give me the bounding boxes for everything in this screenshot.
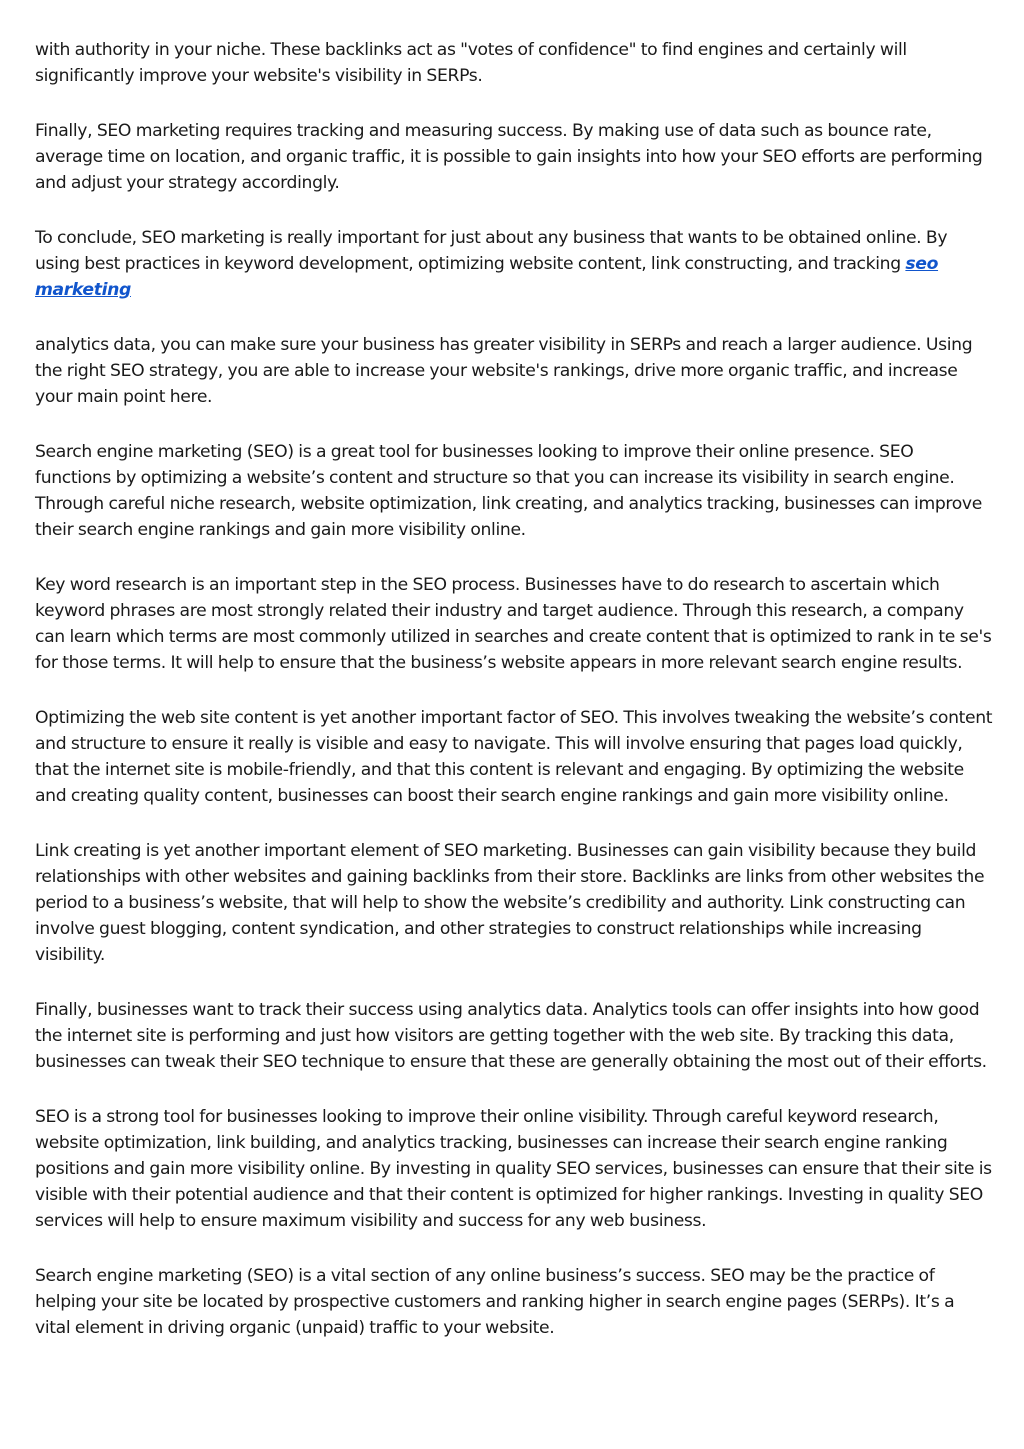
paragraph-seo-vital: Search engine marketing (SEO) is a vital section of any online business’s success. SEO may be the practice of helping your site be located by prospective customers and ranking higher in search engine pages (SERPs). It’s a vital element in driving organic (unpaid) traffic to your website. bbox=[35, 1266, 955, 1338]
paragraph-content-optimization: Optimizing the web site content is yet another important factor of SEO. This involves tweaking the website’s content and structure to ensure it really is visible and easy to navigate. This will involve ensuring that pages load quickly, that the internet site is mobile-friendly, and that this content is relevant and engaging. By optimizing the website and creating quality content, businesses can boost their search engine rankings and gain more visibility online. bbox=[35, 708, 993, 806]
paragraph-conclusion bbox=[35, 225, 993, 303]
paragraph-backlinks: with authority in your niche. These backlinks act as "votes of confidence" to find engines and certainly will significantly improve your website's visibility in SERPs. bbox=[35, 40, 907, 86]
paragraph-seo-intro: Search engine marketing (SEO) is a great tool for businesses looking to improve their online presence. SEO functions by optimizing a website’s content and structure so that you can increase its visibility in search engine. Through careful niche research, website optimization, link creating, and analytics tracking, businesses can improve their search engine rankings and gain more visibility online. bbox=[35, 442, 982, 540]
document-body bbox=[35, 37, 993, 1370]
paragraph-analytics: analytics data, you can make sure your business has greater visibility in SERPs and reach a larger audience. Using the right SEO strategy, you are able to increase your website's rankings, drive more organic traffic, and increase your main point here. bbox=[35, 335, 973, 407]
paragraph-link-creating: Link creating is yet another important element of SEO marketing. Businesses can gain visibility because they build relationships with other websites and gaining backlinks from their store. Backlinks are links from other websites the period to a business’s website, that will help to show the website’s credibility and authority. Link constructing can involve guest blogging, content syndication, and other strategies to construct relationships while increasing visibility. bbox=[35, 841, 985, 965]
paragraph-keyword-research: Key word research is an important step in the SEO process. Businesses have to do research to ascertain which keyword phrases are most strongly related their industry and target audience. Through this research, a company can learn which terms are most commonly utilized in searches and create content that is optimized to rank in te se's for those terms. It will help to ensure that the business’s website appears in more relevant search engine results. bbox=[35, 575, 992, 673]
seo-marketing-link[interactable]: seo marketing bbox=[35, 254, 939, 300]
paragraph-conclusion-text: To conclude, SEO marketing is really important for just about any business that wants to be obtained online. By using best practices in keyword development, optimizing website content, link constructing, and tracking bbox=[35, 228, 948, 274]
paragraph-tracking-success: Finally, SEO marketing requires tracking and measuring success. By making use of data such as bounce rate, average time on location, and organic traffic, it is possible to gain insights into how your SEO efforts are performing and adjust your strategy accordingly. bbox=[35, 121, 983, 193]
paragraph-seo-tool: SEO is a strong tool for businesses looking to improve their online visibility. Through careful keyword research, website optimization, link building, and analytics tracking, businesses can increase their search engine ranking positions and gain more visibility online. By investing in quality SEO services, businesses can ensure that their site is visible with their potential audience and that their content is optimized for higher rankings. Investing in quality SEO services will help to ensure maximum visibility and success for any web business. bbox=[35, 1107, 992, 1231]
paragraph-analytics-tracking: Finally, businesses want to track their success using analytics data. Analytics tools can offer insights into how good the internet site is performing and just how visitors are getting together with the web site. By tracking this data, businesses can tweak their SEO technique to ensure that these are generally obtaining the most out of their efforts. bbox=[35, 1000, 987, 1072]
